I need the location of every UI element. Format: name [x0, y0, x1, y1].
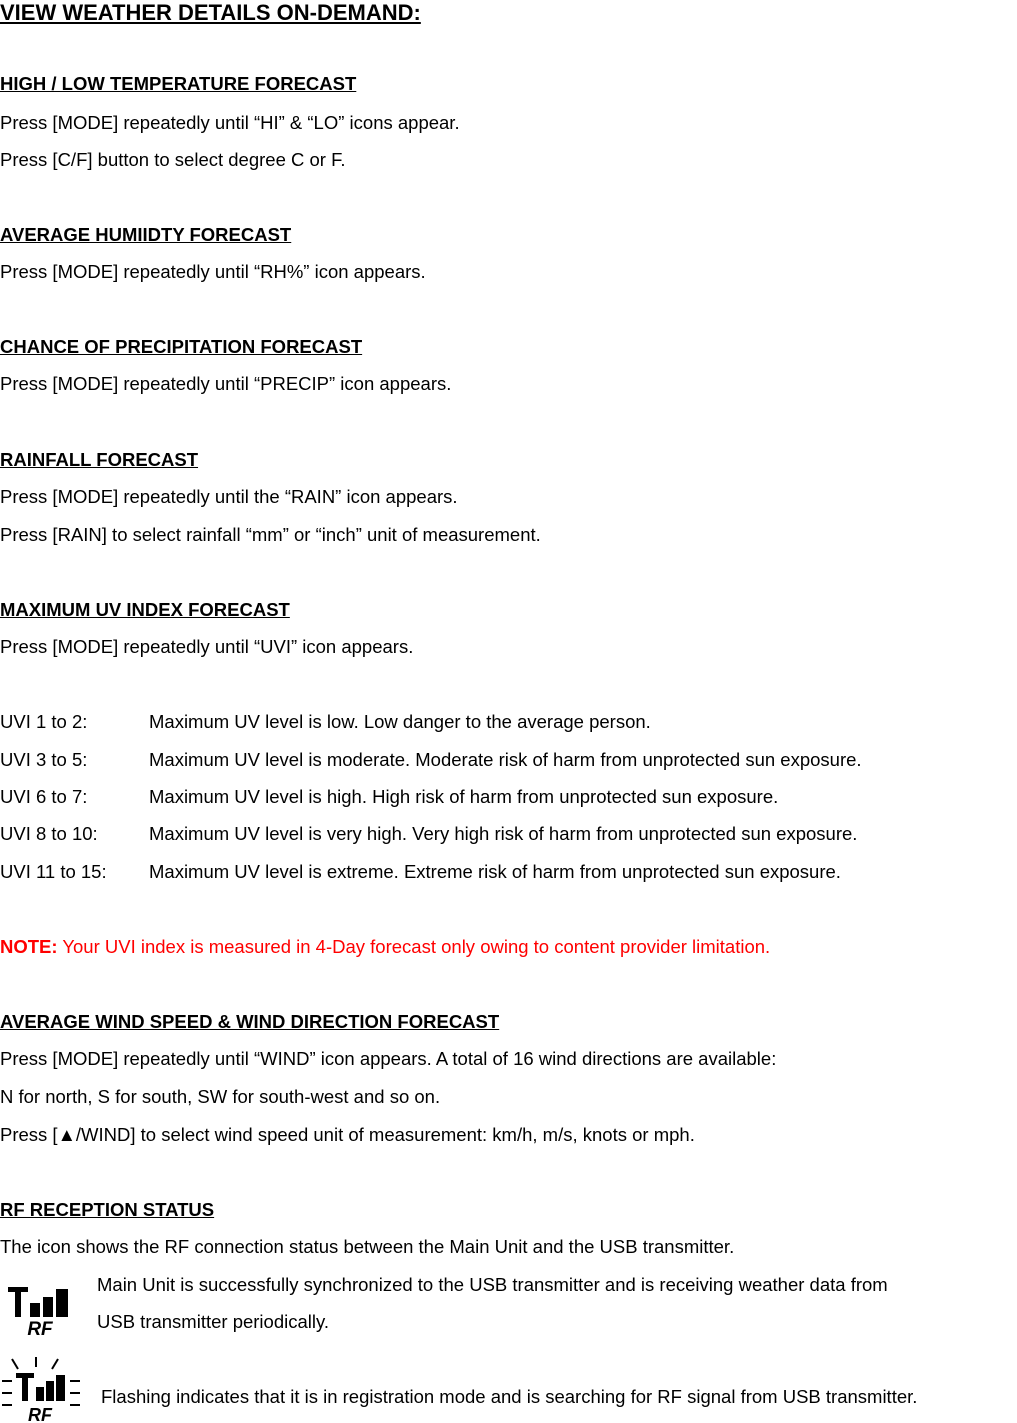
page-title: VIEW WEATHER DETAILS ON-DEMAND:: [0, 0, 421, 25]
uvi-range: UVI 8 to 10:: [0, 823, 98, 844]
rf-synced-line-2: USB transmitter periodically.: [97, 1311, 330, 1332]
uvi-range: UVI 3 to 5:: [0, 749, 88, 770]
uvi-range: UVI 11 to 15:: [0, 861, 107, 882]
humidity-line-1: Press [MODE] repeatedly until “RH%” icon appears.: [0, 261, 426, 282]
heading-rf: RF RECEPTION STATUS: [0, 1199, 215, 1220]
rf-signal-icon: [6, 1283, 74, 1337]
note-text: Your UVI index is measured in 4-Day forecast only owing to content provider limitation.: [57, 936, 771, 957]
heading-rain: RAINFALL FORECAST: [0, 449, 199, 470]
rain-line-1: Press [MODE] repeatedly until the “RAIN” icon appears.: [0, 486, 458, 507]
precip-line-1: Press [MODE] repeatedly until “PRECIP” icon appears.: [0, 373, 452, 394]
uvi-description: Maximum UV level is extreme. Extreme risk of harm from unprotected sun exposure.: [149, 861, 841, 882]
rf-flashing-text: Flashing indicates that it is in registration mode and is searching for RF signal from USB transmitter.: [101, 1386, 918, 1407]
rf-flashing-icon-label: RF: [28, 1405, 52, 1423]
uvi-range: UVI 6 to 7:: [0, 786, 88, 807]
rf-flashing-icon: [0, 1355, 84, 1423]
uv-line-1: Press [MODE] repeatedly until “UVI” icon appears.: [0, 636, 414, 657]
rain-line-2: Press [RAIN] to select rainfall “mm” or “inch” unit of measurement.: [0, 524, 541, 545]
wind-line-3: Press [▲/WIND] to select wind speed unit of measurement: km/h, m/s, knots or mph.: [0, 1124, 695, 1145]
heading-hilo: HIGH / LOW TEMPERATURE FORECAST: [0, 73, 357, 94]
rf-intro: The icon shows the RF connection status between the Main Unit and the USB transmitter.: [0, 1236, 735, 1257]
note-label: NOTE:: [0, 936, 58, 957]
heading-uv: MAXIMUM UV INDEX FORECAST: [0, 599, 290, 620]
rf-icon-label: RF: [27, 1319, 53, 1337]
heading-humidity: AVERAGE HUMIIDTY FORECAST: [0, 224, 292, 245]
heading-wind: AVERAGE WIND SPEED & WIND DIRECTION FORECAST: [0, 1011, 500, 1032]
wind-line-2: N for north, S for south, SW for south-west and so on.: [0, 1086, 441, 1107]
uvi-description: Maximum UV level is high. High risk of harm from unprotected sun exposure.: [149, 786, 779, 807]
uvi-description: Maximum UV level is very high. Very high risk of harm from unprotected sun exposure.: [149, 823, 858, 844]
heading-precip: CHANCE OF PRECIPITATION FORECAST: [0, 336, 363, 357]
uvi-description: Maximum UV level is moderate. Moderate risk of harm from unprotected sun exposure.: [149, 749, 862, 770]
wind-line-1: Press [MODE] repeatedly until “WIND” icon appears. A total of 16 wind directions are available:: [0, 1048, 777, 1069]
uvi-range: UVI 1 to 2:: [0, 711, 88, 732]
hilo-line-1: Press [MODE] repeatedly until “HI” & “LO” icons appear.: [0, 112, 460, 133]
uvi-description: Maximum UV level is low. Low danger to the average person.: [149, 711, 651, 732]
hilo-line-2: Press [C/F] button to select degree C or F.: [0, 149, 346, 170]
uv-note: [0, 936, 770, 958]
rf-synced-line-1: Main Unit is successfully synchronized to the USB transmitter and is receiving weather data from: [97, 1274, 888, 1295]
